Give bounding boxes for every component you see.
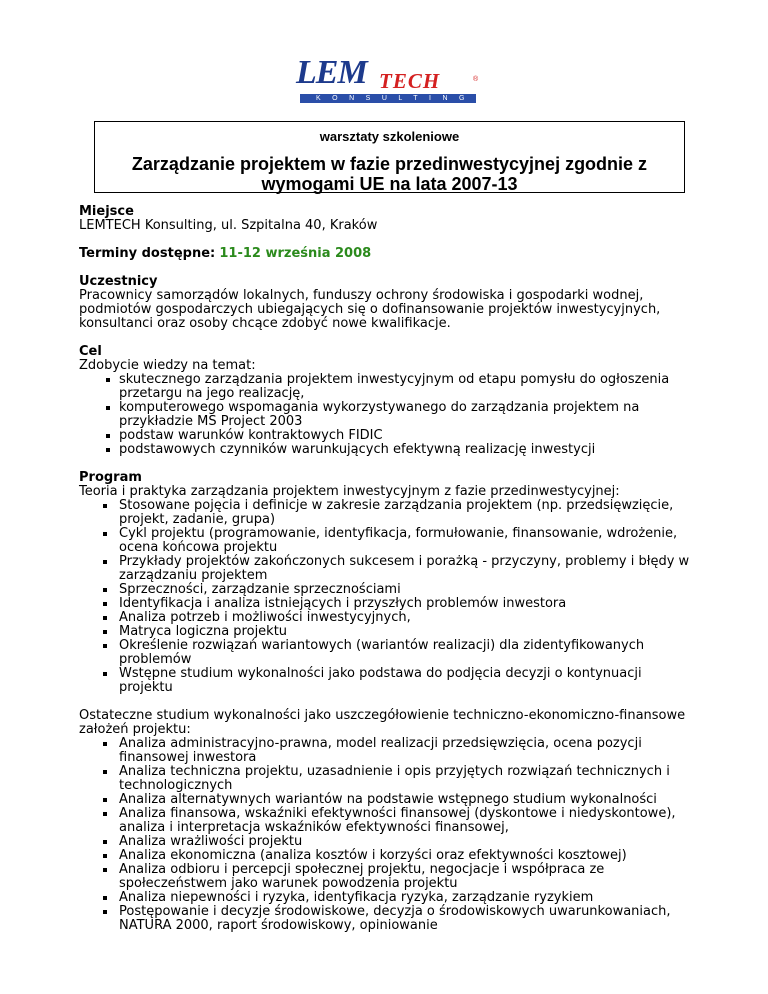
list-item: Sprzeczności, zarządzanie sprzecznościami bbox=[79, 583, 699, 597]
section-ostateczne bbox=[79, 709, 699, 933]
workshop-subtitle: warsztaty szkoleniowe bbox=[319, 129, 460, 144]
cel-label: Cel bbox=[79, 344, 102, 359]
list-item: Postępowanie i decyzje środowiskowe, decyzja o środowiskowych uwarunkowaniach, NATURA 2000, raport środowiskowy, opiniowanie bbox=[79, 905, 699, 933]
section-miejsce bbox=[79, 205, 699, 233]
list-item: Analiza finansowa, wskaźniki efektywności finansowej (dyskontowe i niedyskontowe), analiza i interpretacja wskaźników efektywności finansowej, bbox=[79, 807, 699, 835]
list-item: Analiza ekonomiczna (analiza kosztów i korzyści oraz efektywności kosztowej) bbox=[79, 849, 699, 863]
logo-tech-text: TECH bbox=[379, 69, 441, 93]
uczestnicy-text: Pracownicy samorządów lokalnych, funduszy ochrony środowiska i gospodarki wodnej, podmiotów gospodarczych ubiegających się o dofinansowanie projektów inwestycyjnych, konsultanci oraz osoby chcące zdobyć nowe kwalifikacje. bbox=[79, 288, 661, 331]
list-item: Analiza odbioru i percepcji społecznej projektu, negocjacje i współpraca ze społeczeństwem jako warunek powodzenia projektu bbox=[79, 863, 699, 891]
list-item: skutecznego zarządzania projektem inwestycyjnym od etapu pomysłu do ogłoszenia przetargu na jego realizację, bbox=[79, 373, 699, 401]
list-item: komputerowego wspomagania wykorzystywanego do zarządzania projektem na przykładzie MS Project 2003 bbox=[79, 401, 699, 429]
list-item: Przykłady projektów zakończonych sukcesem i porażką - przyczyny, problemy i błędy w zarządzaniu projektem bbox=[79, 555, 699, 583]
list-item: Analiza potrzeb i możliwości inwestycyjnych, bbox=[79, 611, 699, 625]
workshop-title bbox=[95, 154, 684, 194]
logo-registered-mark: ® bbox=[473, 76, 479, 83]
uczestnicy-label: Uczestnicy bbox=[79, 274, 158, 289]
list-item: Wstępne studium wykonalności jako podstawa do podjęcia decyzji o kontynuacji projektu bbox=[79, 667, 699, 695]
program-intro: Teoria i praktyka zarządzania projektem inwestycyjnym z fazie przedinwestycyjnej: bbox=[79, 484, 620, 499]
title-line-2: wymogami UE na lata 2007-13 bbox=[261, 174, 518, 194]
list-item: Stosowane pojęcia i definicje w zakresie zarządzania projektem (np. przedsięwzięcie, projekt, zadanie, grupa) bbox=[79, 499, 699, 527]
program-label: Program bbox=[79, 470, 142, 485]
list-item: Analiza administracyjno-prawna, model realizacji przedsięwzięcia, ocena pozycji finansowej inwestora bbox=[79, 737, 699, 765]
title-line-1: Zarządzanie projektem w fazie przedinwestycyjnej zgodnie z bbox=[131, 154, 648, 174]
list-item: Analiza techniczna projektu, uzasadnienie i opis przyjętych rozwiązań technicznych i technologicznych bbox=[79, 765, 699, 793]
lemtech-logo bbox=[296, 54, 482, 106]
document-body bbox=[79, 205, 699, 947]
section-program bbox=[79, 471, 699, 695]
list-item: Analiza alternatywnych wariantów na podstawie wstępnego studium wykonalności bbox=[79, 793, 699, 807]
list-item: Analiza wrażliwości projektu bbox=[79, 835, 699, 849]
section-terminy bbox=[79, 247, 699, 261]
list-item: Określenie rozwiązań wariantowych (wariantów realizacji) dla zidentyfikowanych problemów bbox=[79, 639, 699, 667]
list-item: podstaw warunków kontraktowych FIDIC bbox=[79, 429, 699, 443]
section-uczestnicy bbox=[79, 275, 699, 331]
section-cel bbox=[79, 345, 699, 457]
miejsce-label: Miejsce bbox=[79, 204, 134, 219]
logo-lem-text: LEM bbox=[296, 54, 367, 91]
cel-intro: Zdobycie wiedzy na temat: bbox=[79, 358, 256, 373]
ostateczne-intro: Ostateczne studium wykonalności jako uszczegółowienie techniczno-ekonomiczno-finansowe założeń projektu: bbox=[79, 708, 686, 737]
logo-konsulting-band: KONSULTING bbox=[300, 94, 476, 103]
miejsce-text: LEMTECH Konsulting, ul. Szpitalna 40, Kraków bbox=[79, 218, 378, 233]
list-item: Matryca logiczna projektu bbox=[79, 625, 699, 639]
list-item: Cykl projektu (programowanie, identyfikacja, formułowanie, finansowanie, wdrożenie, ocena końcowa projektu bbox=[79, 527, 699, 555]
list-item: Identyfikacja i analiza istniejących i przyszłych problemów inwestora bbox=[79, 597, 699, 611]
cel-list bbox=[79, 373, 699, 457]
title-box bbox=[94, 121, 685, 193]
list-item: podstawowych czynników warunkujących efektywną realizację inwestycji bbox=[79, 443, 699, 457]
program-list bbox=[79, 499, 699, 695]
terminy-date: 11-12 września 2008 bbox=[219, 246, 372, 261]
list-item: Analiza niepewności i ryzyka, identyfikacja ryzyka, zarządzanie ryzykiem bbox=[79, 891, 699, 905]
terminy-label: Terminy dostępne: bbox=[79, 246, 216, 261]
ostateczne-list bbox=[79, 737, 699, 933]
